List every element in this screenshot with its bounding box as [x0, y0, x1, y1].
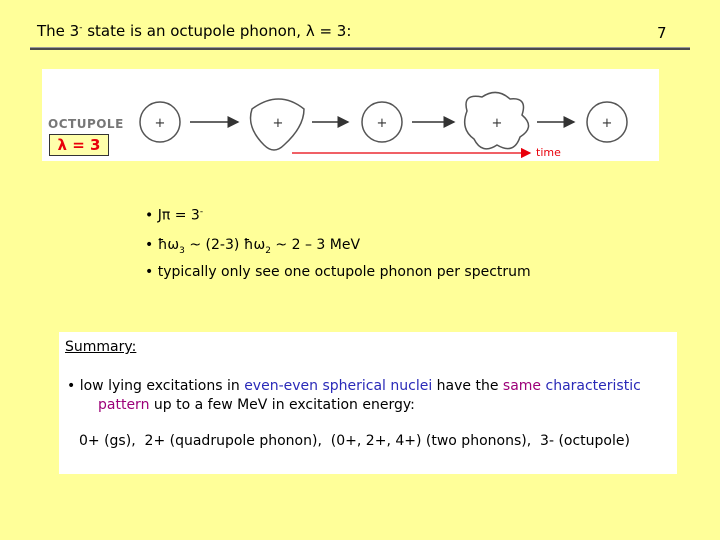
- page-number: 7: [657, 24, 667, 42]
- header-divider: [30, 47, 690, 50]
- excitation-sequence: 0+ (gs), 2+ (quadrupole phonon), (0+, 2+, 4+) (two phonons), 3- (octupole): [79, 433, 630, 449]
- summary-paragraph: • low lying excitations in even-even spherical nuclei have the same characteristic pattern up to a few MeV in excitation energy:: [67, 378, 641, 413]
- summary-box: [59, 332, 677, 474]
- center-plus: +: [491, 116, 503, 131]
- center-plus: +: [272, 116, 284, 131]
- lambda-label: λ = 3: [49, 134, 109, 156]
- octupole-label: OCTUPOLE: [48, 117, 124, 131]
- bullet-one-phonon: • typically only see one octupole phonon per spectrum: [145, 264, 531, 280]
- bullet-spin-parity: • Jπ = 3-: [145, 207, 204, 224]
- time-label: time: [536, 146, 561, 159]
- summary-title: Summary:: [65, 339, 137, 355]
- center-plus: +: [601, 116, 613, 131]
- slide-title: The 3- state is an octupole phonon, λ = 3:: [37, 22, 352, 40]
- center-plus: +: [154, 116, 166, 131]
- octupole-figure: [42, 69, 659, 161]
- center-plus: +: [376, 116, 388, 131]
- octupole-deformation-diagram: [42, 69, 659, 161]
- bullet-energy: • $ħ\omega_3$ ~ (2-3) $ħ\omega_2$ ~ 2 – 3 MeV: [145, 237, 361, 256]
